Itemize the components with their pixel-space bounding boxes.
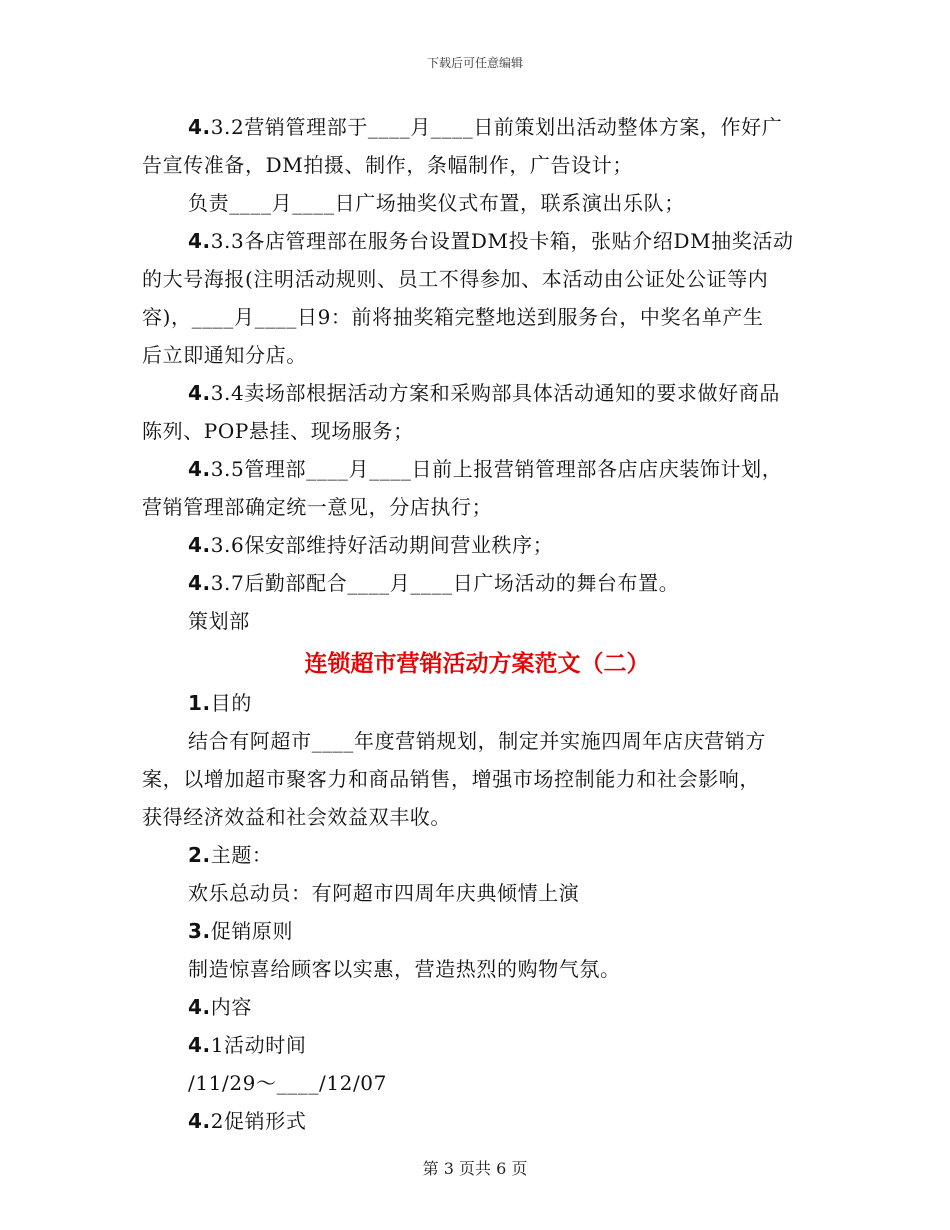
line-text: 3.6保安部维持好活动期间营业秩序； xyxy=(210,533,554,557)
paragraph-line xyxy=(142,336,812,374)
item-number: 4. xyxy=(188,995,211,1019)
paragraph-line xyxy=(142,526,812,564)
paragraph-line xyxy=(142,836,812,874)
line-text: 案，以增加超市聚客力和商品销售，增强市场控制能力和社会影响， xyxy=(142,767,760,791)
line-text: 容)，____月____日9：前将抽奖箱完整地送到服务台，中奖名单产生 xyxy=(142,305,764,329)
item-number: 4. xyxy=(188,457,211,481)
page-footer: 第 3 页共 6 页 xyxy=(422,1159,528,1178)
item-number: 4. xyxy=(188,381,211,405)
item-number: 4. xyxy=(188,1033,211,1057)
line-text: 3.3各店管理部在服务台设置DM投卡箱，张贴介绍DM抽奖活动 xyxy=(210,229,794,253)
paragraph-line xyxy=(142,450,812,488)
document-body xyxy=(142,108,812,1140)
item-number: 4. xyxy=(188,533,211,557)
line-text: 营销管理部确定统一意见，分店执行； xyxy=(142,495,493,519)
line-text: 3.2营销管理部于____月____日前策划出活动整体方案，作好广 xyxy=(210,115,783,139)
paragraph-line xyxy=(142,184,812,222)
item-number: 4. xyxy=(188,115,211,139)
line-text: 2促销形式 xyxy=(210,1109,307,1133)
paragraph-line xyxy=(142,1064,812,1102)
line-text: 3.7后勤部配合____月____日广场活动的舞台布置。 xyxy=(210,571,680,595)
item-number: 4. xyxy=(188,229,211,253)
paragraph-line xyxy=(142,950,812,988)
line-text: /11/29～____/12/07 xyxy=(188,1071,387,1095)
line-text: 告宣传准备，DM拍摄、制作，条幅制作，广告设计； xyxy=(142,153,633,177)
paragraph-line xyxy=(142,1102,812,1140)
line-text: 主题： xyxy=(210,843,273,867)
line-text: 促销原则 xyxy=(210,919,294,943)
paragraph-line xyxy=(142,412,812,450)
item-number: 1. xyxy=(188,691,211,715)
paragraph-line xyxy=(142,722,812,760)
paragraph-line xyxy=(142,874,812,912)
paragraph-line xyxy=(142,684,812,722)
section-title: 连锁超市营销活动方案范文（二） xyxy=(304,651,650,677)
paragraph-line xyxy=(142,298,812,336)
paragraph-line xyxy=(142,108,812,146)
paragraph-line xyxy=(142,988,812,1026)
line-text: 目的 xyxy=(210,691,252,715)
line-text: 结合有阿超市____年度营销规划，制定并实施四周年店庆营销方 xyxy=(188,729,766,753)
item-number: 4. xyxy=(188,571,211,595)
line-text: 策划部 xyxy=(188,609,250,633)
item-number: 2. xyxy=(188,843,211,867)
line-text: 负责____月____日广场抽奖仪式布置，联系演出乐队； xyxy=(188,191,685,215)
paragraph-line xyxy=(142,374,812,412)
paragraph-line xyxy=(142,260,812,298)
line-text: 内容 xyxy=(210,995,252,1019)
line-text: 3.5管理部____月____日前上报营销管理部各店店庆装饰计划， xyxy=(210,457,783,481)
line-text: 1活动时间 xyxy=(210,1033,307,1057)
paragraph-line xyxy=(142,488,812,526)
line-text: 陈列、POP悬挂、现场服务； xyxy=(142,419,414,443)
line-text: 的大号海报(注明活动规则、员工不得参加、本活动由公证处公证等内 xyxy=(142,267,769,291)
line-text: 欢乐总动员：有阿超市四周年庆典倾情上演 xyxy=(188,881,580,905)
page-header: 下载后可任意编辑 xyxy=(426,56,523,70)
line-text: 制造惊喜给顾客以实惠，营造热烈的购物气氛。 xyxy=(188,957,621,981)
line-text: 后立即通知分店。 xyxy=(142,343,307,367)
paragraph-line xyxy=(142,564,812,602)
paragraph-line xyxy=(142,146,812,184)
item-number: 3. xyxy=(188,919,211,943)
line-text: 3.4卖场部根据活动方案和采购部具体活动通知的要求做好商品 xyxy=(210,381,780,405)
paragraph-line xyxy=(142,798,812,836)
paragraph-line xyxy=(142,602,812,640)
item-number: 4. xyxy=(188,1109,211,1133)
line-text: 获得经济效益和社会效益双丰收。 xyxy=(142,805,451,829)
paragraph-line xyxy=(142,760,812,798)
paragraph-line xyxy=(142,1026,812,1064)
paragraph-line xyxy=(142,912,812,950)
paragraph-line xyxy=(142,222,812,260)
